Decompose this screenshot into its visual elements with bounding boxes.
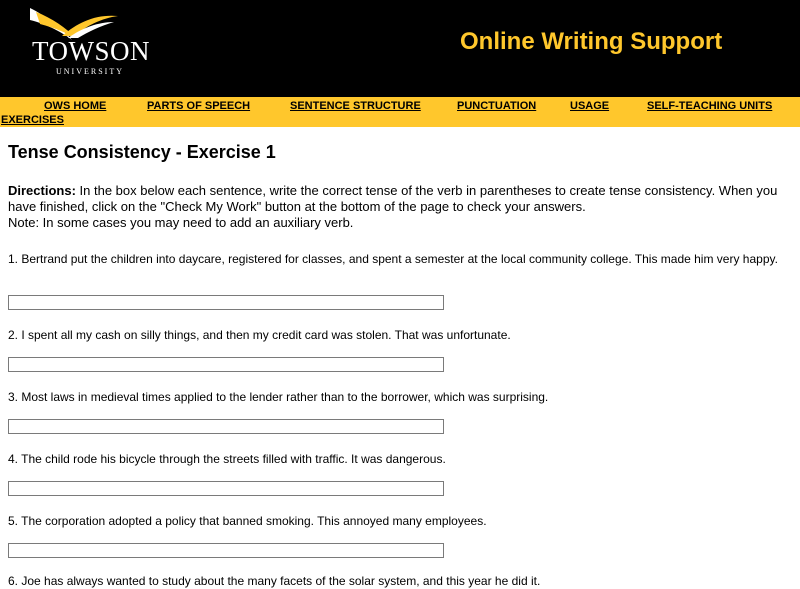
question-1-answer-input[interactable] <box>8 295 444 310</box>
question-2-answer-input[interactable] <box>8 357 444 372</box>
logo-subtext: UNIVERSITY <box>56 67 124 76</box>
question-4-text: 4. The child rode his bicycle through the streets filled with traffic. It was dangerous. <box>8 452 446 466</box>
main-nav <box>0 97 800 127</box>
directions-text: In the box below each sentence, write the correct tense of the verb in parentheses to create tense consistency. When you have finished, click on the "Check My Work" button at the bottom of the page to check your answers. <box>8 183 778 214</box>
nav-sentence-structure[interactable]: SENTENCE STRUCTURE <box>290 100 421 112</box>
page-title: Tense Consistency - Exercise 1 <box>8 142 276 162</box>
nav-usage[interactable]: USAGE <box>570 100 610 112</box>
question-6-text: 6. Joe has always wanted to study about the many facets of the solar system, and this year he did it. <box>8 574 541 588</box>
question-1-text: 1. Bertrand put the children into daycare, registered for classes, and spent a semester at the local community college. This made him very happy. <box>8 252 778 266</box>
site-header <box>0 0 800 97</box>
question-3-text: 3. Most laws in medieval times applied to the lender rather than to the borrower, which was surprising. <box>8 390 549 404</box>
nav-exercises[interactable]: EXERCISES <box>1 114 64 126</box>
question-2-text: 2. I spent all my cash on silly things, and then my credit card was stolen. That was unfortunate. <box>8 328 511 342</box>
directions-label: Directions: <box>8 183 76 198</box>
logo-wordmark: TOWSON <box>32 36 151 66</box>
question-5-text: 5. The corporation adopted a policy that banned smoking. This annoyed many employees. <box>8 514 487 528</box>
directions-note: Note: In some cases you may need to add an auxiliary verb. <box>8 215 354 230</box>
nav-self-teaching-units[interactable]: SELF-TEACHING UNITS <box>647 100 773 112</box>
directions <box>8 183 800 231</box>
nav-punctuation[interactable]: PUNCTUATION <box>457 100 537 112</box>
nav-parts-of-speech[interactable]: PARTS OF SPEECH <box>147 100 251 112</box>
question-4-answer-input[interactable] <box>8 481 444 496</box>
question-3-answer-input[interactable] <box>8 419 444 434</box>
site-title: Online Writing Support <box>460 28 723 55</box>
nav-ows-home[interactable]: OWS HOME <box>44 100 107 112</box>
question-5-answer-input[interactable] <box>8 543 444 558</box>
